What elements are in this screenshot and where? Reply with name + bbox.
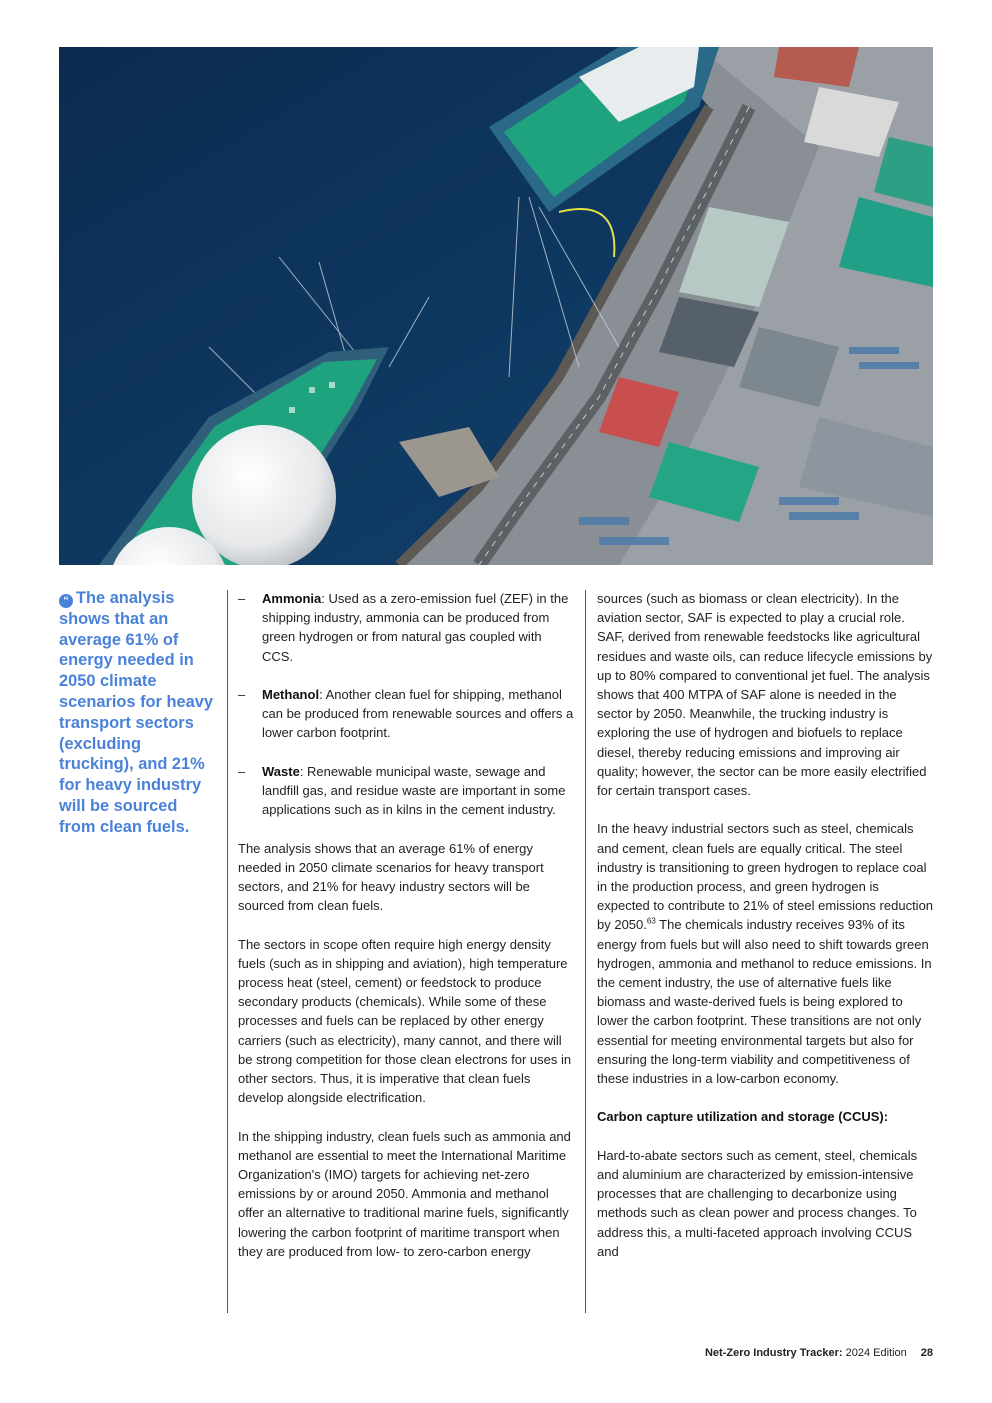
quote-icon: “: [59, 594, 73, 608]
body-paragraph: [597, 819, 935, 1088]
page-footer: [705, 1347, 933, 1359]
body-paragraph: sources (such as biomass or clean electricity). In the aviation sector, SAF is expected to play a crucial role. SAF, derived from renewable feedstocks like agricultural residues and waste oils, can reduce lifecycle emissions by up to 80% compared to conventional jet fuel. The analysis shows that 400 MTPA of SAF alone is needed in the sector by 2050. Meanwhile, the trucking industry is exploring the use of hydrogen and biofuels to replace diesel, thereby reducing emissions and improving air quality; however, the sector can be more easily electrified for certain transport cases.: [597, 591, 933, 799]
bullet-term: Methanol: [262, 687, 320, 702]
edition-label: 2024 Edition: [842, 1347, 907, 1359]
bullet-term: Waste: [262, 763, 300, 779]
bullet-text: : Renewable municipal waste, sewage and landfill gas, and residue waste are important in some applications such as in kilns in the cement industry.: [262, 763, 566, 818]
list-item: [238, 685, 576, 743]
column-divider-left: [227, 590, 228, 1313]
bullet-term: Ammonia: [262, 591, 322, 606]
publication-title: Net-Zero Industry Tracker:: [704, 1347, 843, 1359]
list-item: [238, 762, 576, 820]
dash-bullet-icon: –: [238, 591, 246, 606]
bullet-text: : Another clean fuel for shipping, methanol can be produced from renewable sources and offers a lower carbon footprint.: [262, 687, 574, 741]
right-column: [597, 589, 935, 1280]
section-heading: Carbon capture utilization and storage (CCUS):: [597, 1109, 889, 1125]
footnote-reference[interactable]: 63: [646, 917, 656, 927]
column-divider-right: [585, 590, 586, 1313]
dash-bullet-icon: –: [238, 687, 246, 702]
paragraph-text: The chemicals industry receives 93% of its energy from fuels but will also need to shift towards green hydrogen, ammonia and methanol to reduce emissions. In the cement industry, the use of alternative fuels like biomass and waste-derived fuels is being explored to lower the carbon footprint. These transitions are not only essential for meeting environmental targets but also for ensuring the long-term viability and competitiveness of these industries in a low-carbon economy.: [597, 917, 932, 1087]
pull-quote: [59, 588, 217, 838]
body-paragraph: In the shipping industry, clean fuels such as ammonia and methanol are essential to meet the International Maritime Organization's (IMO) targets for achieving net-zero emissions by or around 2050. Ammonia and methanol offer an alternative to traditional marine fuels, significantly lowering the carbon footprint of maritime transport when they are produced from low- to zero-carbon energy: [238, 1128, 571, 1259]
body-paragraph: The analysis shows that an average 61% of energy needed in 2050 climate scenarios for heavy transport sectors, and 21% for heavy industry sectors will be sourced from clean fuels.: [238, 840, 544, 914]
body-paragraph: Hard-to-abate sectors such as cement, steel, chemicals and aluminium are characterized by emission-intensive processes that are challenging to decarbonize using methods such as clean power and process changes. To address this, a multi-faceted approach involving CCUS and: [597, 1147, 918, 1259]
body-paragraph: The sectors in scope often require high energy density fuels (such as in shipping and aviation), high temperature process heat (steel, cement) or feedstock to produce secondary products (chemicals). While some of these processes and fuels can be replaced by other energy carriers (such as electricity), many cannot, and there will be strong competition for those clean electrons for uses in other sectors. Thus, it is imperative that clean fuels develop alongside electrification.: [238, 936, 572, 1106]
paragraph-text: In the heavy industrial sectors such as steel, chemicals and cement, clean fuels are equally critical. The steel industry is transitioning to green hydrogen to replace coal in the production process, and green hydrogen is expected to contribute to 21% of steel emissions reduction by 2050.: [597, 821, 934, 933]
middle-column: [238, 589, 576, 1280]
dash-bullet-icon: –: [238, 763, 246, 779]
page-number: 28: [920, 1347, 933, 1359]
bullet-text: : Used as a zero-emission fuel (ZEF) in the shipping industry, ammonia can be produced from green hydrogen or from natural gas coupled with CCS.: [262, 591, 569, 664]
hero-photo: [59, 47, 933, 565]
pull-quote-text: The analysis shows that an average 61% of energy needed in 2050 climate scenarios for heavy transport sectors (excluding trucking), and 21% for heavy industry will be sourced from clean fuels.: [59, 589, 213, 836]
list-item: [238, 589, 576, 666]
